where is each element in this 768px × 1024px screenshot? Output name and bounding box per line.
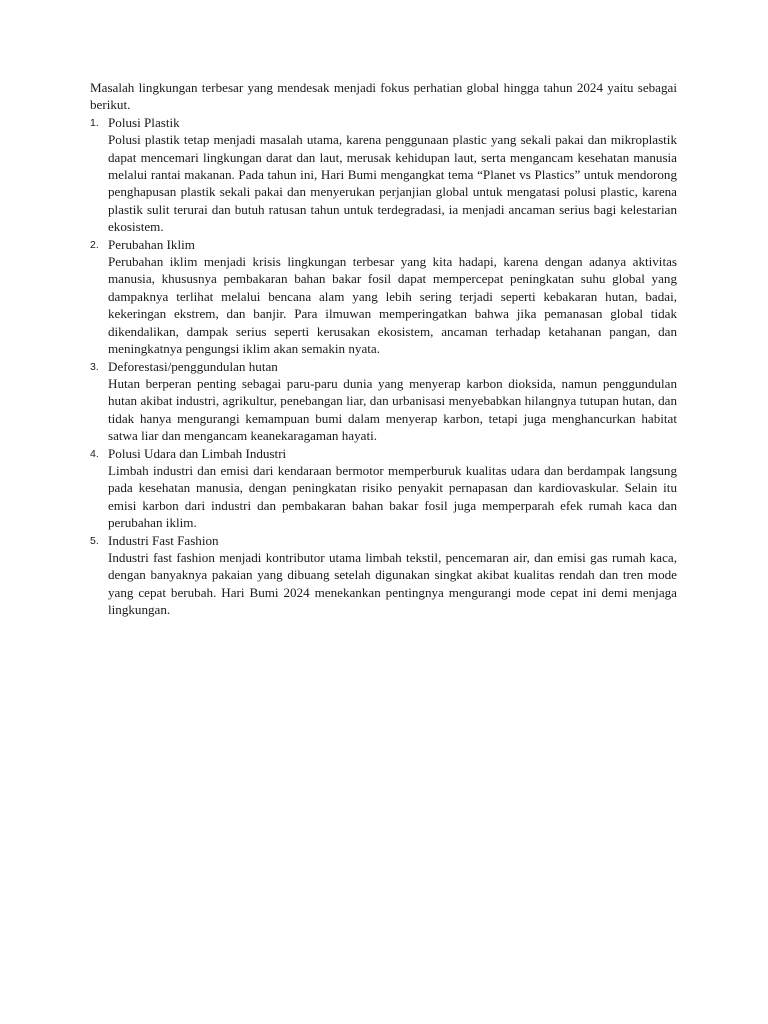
- list-number: 4.: [90, 447, 99, 460]
- list-number: 5.: [90, 534, 99, 547]
- list-item: [90, 236, 677, 358]
- list-item: [90, 358, 677, 445]
- list-item: [90, 114, 677, 236]
- document-page: [90, 79, 677, 619]
- item-body: Polusi plastik tetap menjadi masalah utama, karena penggunaan plastic yang sekali pakai dan mikroplastik dapat mencemari lingkungan darat dan laut, merusak kehidupan laut, serta mengancam kesehatan manusia melalui rantai makanan. Pada tahun ini, Hari Bumi mengangkat tema “Planet vs Plastics” untuk mendorong penghapusan plastik sekali pakai dan menyerukan perjanjian global untuk mengatasi polusi plastic, karena plastik sulit terurai dan butuh ratusan tahun untuk terdegradasi, ia menjadi ancaman serius bagi kelestarian ekosistem.: [108, 132, 677, 235]
- item-title: Polusi Udara dan Limbah Industri: [108, 445, 287, 461]
- issue-list: [90, 114, 677, 619]
- item-body: Industri fast fashion menjadi kontributor utama limbah tekstil, pencemaran air, dan emisi gas rumah kaca, dengan banyaknya pakaian yang dibuang setelah digunakan singkat akibat kualitas rendah dan tren mode yang cepat berubah. Hari Bumi 2024 menekankan pentingnya mengurangi mode cepat ini demi menjaga lingkungan.: [108, 549, 677, 618]
- item-title: Industri Fast Fashion: [108, 532, 219, 548]
- intro-paragraph: Masalah lingkungan terbesar yang mendesak menjadi fokus perhatian global hingga tahun 2024 yaitu sebagai berikut.: [90, 80, 677, 113]
- list-item: [90, 445, 677, 532]
- item-body: Perubahan iklim menjadi krisis lingkungan terbesar yang kita hadapi, karena dengan adanya aktivitas manusia, khususnya pembakaran bahan bakar fosil dapat mempercepat peningkatan suhu global yang dampaknya terlihat melalui bencana alam yang lebih sering terjadi seperti kebakaran hutan, badai, kekeringan ekstrem, dan banjir. Para ilmuwan memperingatkan bahwa jika pemanasan global tidak dikendalikan, dampak serius seperti kerusakan ekosistem, ancaman terhadap ketahanan pangan, dan meningkatnya pengungsi iklim akan semakin nyata.: [108, 254, 677, 357]
- list-number: 2.: [90, 238, 99, 251]
- list-number: 3.: [90, 360, 99, 373]
- item-title: Deforestasi/penggundulan hutan: [108, 358, 278, 374]
- list-item: [90, 532, 677, 619]
- item-title: Perubahan Iklim: [108, 236, 195, 252]
- item-body: Limbah industri dan emisi dari kendaraan bermotor memperburuk kualitas udara dan berdampak langsung pada kesehatan manusia, dengan peningkatan risiko penyakit pernapasan dan kardiovaskular. Selain itu emisi karbon dari industri dan pembakaran bahan bakar fosil juga memperparah efek rumah kaca dan perubahan iklim.: [108, 462, 677, 531]
- item-body: Hutan berperan penting sebagai paru-paru dunia yang menyerap karbon dioksida, namun penggundulan hutan akibat industri, agrikultur, penebangan liar, dan urbanisasi menyebabkan hilangnya tutupan hutan, dan tidak hanya mengurangi kemampuan bumi dalam menyerap karbon, tetapi juga menghancurkan habitat satwa liar dan mengancam keanekaragaman hayati.: [108, 375, 677, 444]
- item-title: Polusi Plastik: [108, 114, 180, 130]
- list-number: 1.: [90, 116, 99, 129]
